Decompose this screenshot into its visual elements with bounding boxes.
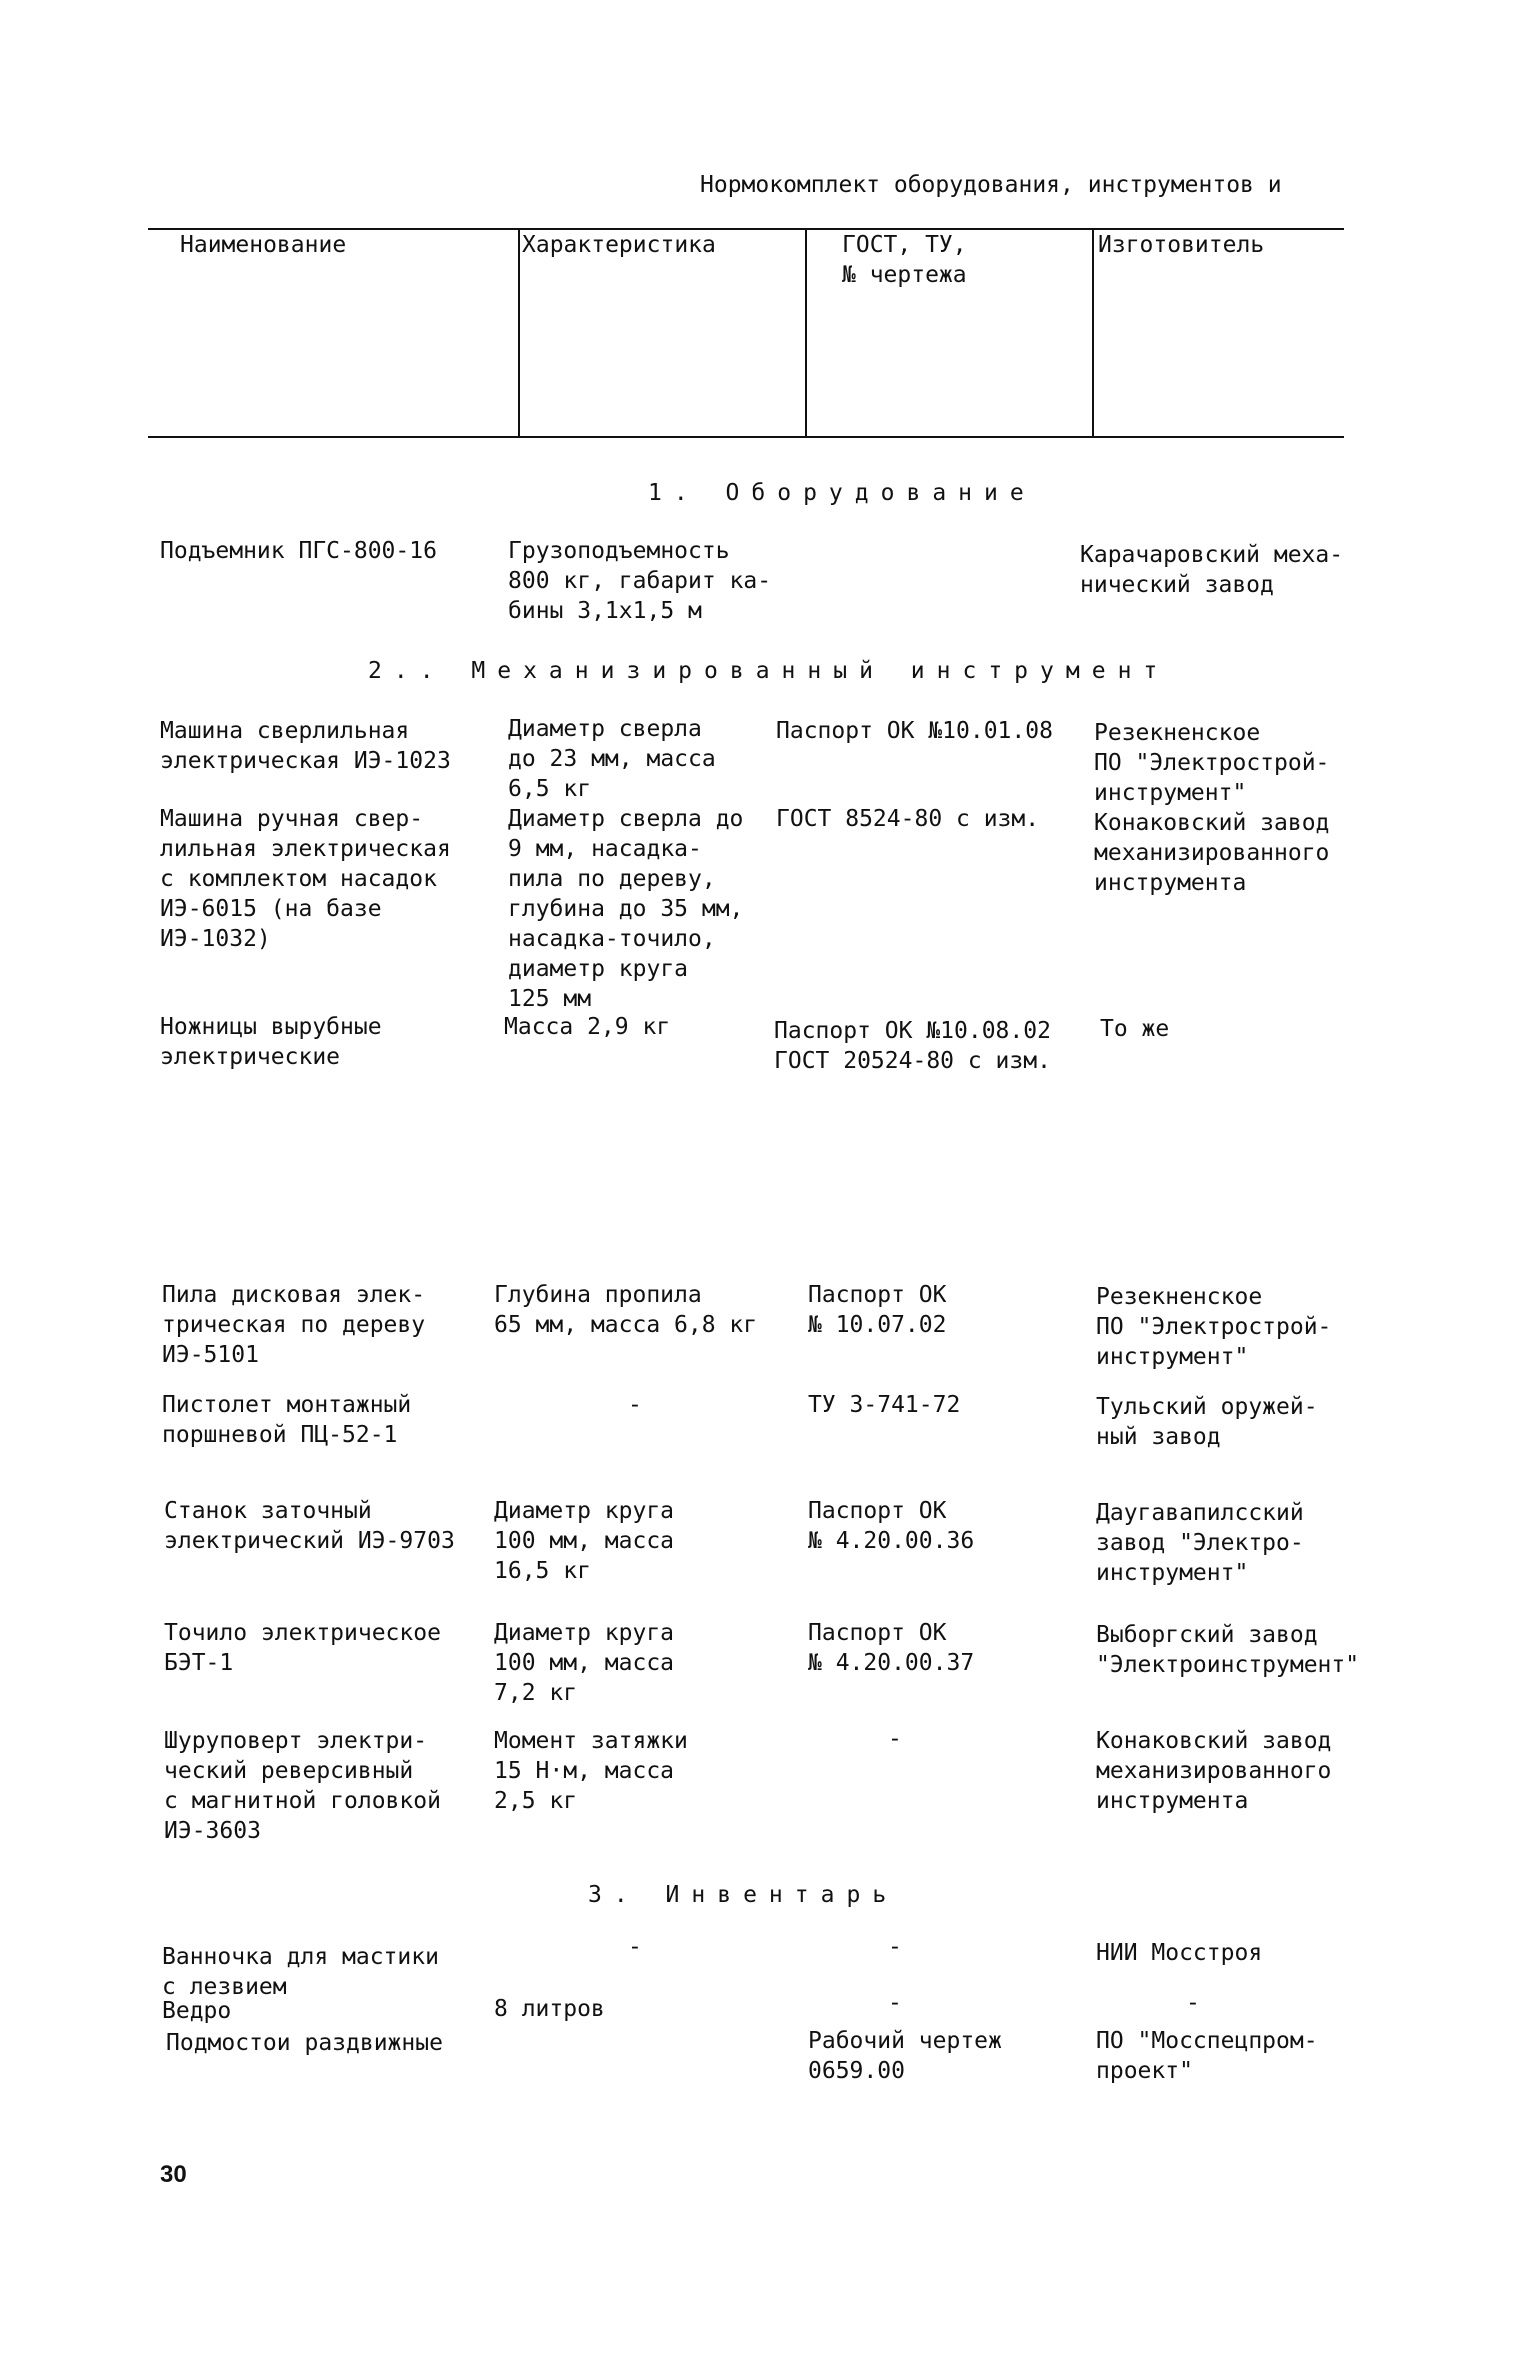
section-equipment: 1. Оборудование	[648, 480, 1036, 506]
row-characteristic: Грузоподъемность 800 кг, габарит ка- бины 3,1х1,5 м	[508, 538, 772, 624]
row-standard: -	[888, 1990, 902, 2016]
row-characteristic: Масса 2,9 кг	[504, 1014, 671, 1040]
row-manufacturer: Выборгский завод "Электроинструмент"	[1096, 1622, 1360, 1678]
row-name: Ножницы вырубные электрические	[160, 1014, 382, 1070]
row-name: Пистолет монтажный поршневой ПЦ-52-1	[162, 1392, 412, 1448]
row-characteristic: Диаметр круга 100 мм, масса 7,2 кг	[494, 1620, 675, 1706]
row-name: Ведро	[162, 1998, 232, 2024]
row-characteristic: 8 литров	[494, 1996, 605, 2022]
row-standard: ТУ 3-741-72	[808, 1392, 961, 1418]
header-divider-1	[518, 228, 520, 438]
row-manufacturer: Резекненское ПО "Электрострой- инструмент"	[1096, 1284, 1332, 1370]
row-standard: -	[888, 1934, 902, 1960]
row-manufacturer: Конаковский завод механизированного инструмента	[1094, 810, 1330, 896]
row-standard: Паспорт ОК №10.08.02 ГОСТ 20524-80 с изм.	[774, 1018, 1051, 1074]
row-characteristic: -	[628, 1392, 642, 1418]
row-manufacturer: Карачаровский меха- нический завод	[1080, 542, 1344, 598]
header-characteristic: Характеристика	[522, 232, 716, 258]
row-name: Подмостои раздвижные	[166, 2030, 443, 2056]
row-name: Точило электрическое БЭТ-1	[164, 1620, 441, 1676]
row-characteristic: -	[628, 1934, 642, 1960]
row-standard: -	[888, 1726, 902, 1752]
row-manufacturer: Резекненское ПО "Электрострой- инструмент"	[1094, 720, 1330, 806]
row-standard: Паспорт ОК № 10.07.02	[808, 1282, 947, 1338]
header-divider-2	[805, 228, 807, 438]
row-manufacturer: НИИ Мосстроя	[1096, 1940, 1263, 1966]
row-characteristic: Диаметр сверла до 23 мм, масса 6,5 кг	[508, 716, 716, 802]
page-number: 30	[160, 2161, 187, 2188]
header-manufacturer: Изготовитель	[1098, 232, 1265, 258]
page-title: Нормокомплект оборудования, инструментов и	[700, 172, 1282, 198]
section-inventory: 3. Инвентарь	[588, 1882, 899, 1908]
header-bottom-rule	[148, 436, 1344, 438]
row-manufacturer: Даугавапилсский завод "Электро- инструмент"	[1096, 1500, 1304, 1586]
row-manufacturer: -	[1186, 1990, 1200, 2016]
row-characteristic: Диаметр сверла до 9 мм, насадка- пила по дереву, глубина до 35 мм, насадка-точило, диаметр круга 125 мм	[508, 806, 744, 1012]
row-standard: Паспорт ОК № 4.20.00.36	[808, 1498, 975, 1554]
header-divider-3	[1092, 228, 1094, 438]
row-manufacturer: Тульский оружей- ный завод	[1096, 1394, 1318, 1450]
row-name: Подъемник ПГС-800-16	[160, 538, 437, 564]
row-manufacturer: То же	[1100, 1016, 1170, 1042]
row-standard: Паспорт ОК № 4.20.00.37	[808, 1620, 975, 1676]
row-name: Машина ручная свер- лильная электрическая с комплектом насадок ИЭ-6015 (на базе ИЭ-1032)	[160, 806, 451, 952]
row-name: Машина сверлильная электрическая ИЭ-1023	[160, 718, 451, 774]
row-standard: Рабочий чертеж 0659.00	[808, 2028, 1002, 2084]
row-characteristic: Диаметр круга 100 мм, масса 16,5 кг	[494, 1498, 675, 1584]
row-manufacturer: Конаковский завод механизированного инструмента	[1096, 1728, 1332, 1814]
row-manufacturer: ПО "Мосспецпром- проект"	[1096, 2028, 1318, 2084]
header-name: Наименование	[180, 232, 347, 258]
row-characteristic: Момент затяжки 15 Н·м, масса 2,5 кг	[494, 1728, 688, 1814]
header-standard: ГОСТ, ТУ, № чертежа	[842, 232, 967, 288]
row-standard: Паспорт ОК №10.01.08	[776, 718, 1053, 744]
section-mechanized: 2.. Механизированный инструмент	[368, 658, 1170, 684]
row-standard: ГОСТ 8524-80 с изм.	[776, 806, 1040, 832]
row-characteristic: Глубина пропила 65 мм, масса 6,8 кг	[494, 1282, 758, 1338]
row-name: Пила дисковая элек- трическая по дереву ИЭ-5101	[162, 1282, 426, 1368]
row-name: Ванночка для мастики с лезвием	[162, 1944, 439, 2000]
row-name: Шуруповерт электри- ческий реверсивный с магнитной головкой ИЭ-3603	[164, 1728, 441, 1844]
row-name: Станок заточный электрический ИЭ-9703	[164, 1498, 455, 1554]
